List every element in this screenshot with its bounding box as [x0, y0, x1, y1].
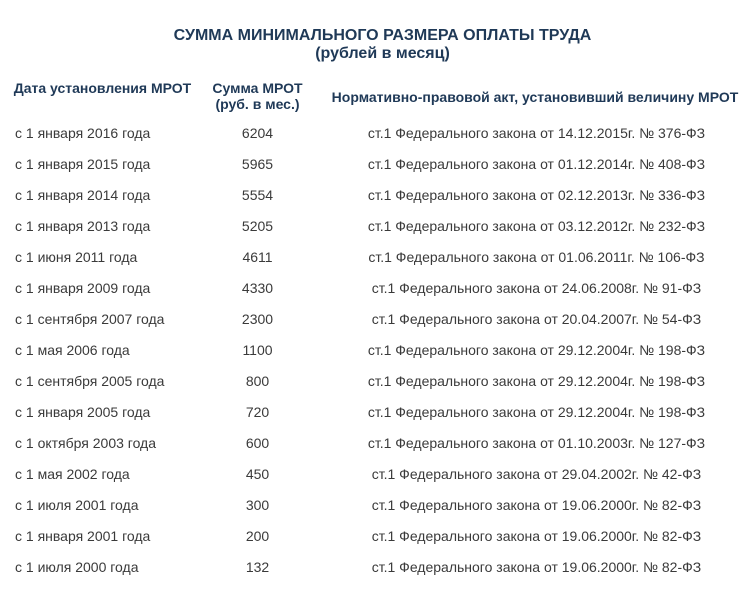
cell-date: с 1 января 2013 года — [15, 218, 151, 234]
table-body — [0, 118, 755, 583]
cell-act: ст.1 Федерального закона от 29.04.2002г. № 42-ФЗ — [371, 466, 702, 482]
cell-act: ст.1 Федерального закона от 01.10.2003г. № 127-ФЗ — [367, 435, 706, 451]
cell-date: с 1 января 2014 года — [15, 187, 151, 203]
cell-act: ст.1 Федерального закона от 20.04.2007г. № 54-ФЗ — [371, 311, 702, 327]
cell-act: ст.1 Федерального закона от 03.12.2012г. № 232-ФЗ — [367, 218, 706, 234]
cell-act: ст.1 Федерального закона от 02.12.2013г. № 336-ФЗ — [367, 187, 706, 203]
header-act: Нормативно-правовой акт, установивший величину МРОТ — [331, 89, 739, 105]
cell-act: ст.1 Федерального закона от 19.06.2000г. № 82-ФЗ — [371, 559, 702, 575]
cell-date: с 1 января 2005 года — [15, 404, 151, 420]
cell-sum: 4330 — [241, 280, 274, 296]
cell-act: ст.1 Федерального закона от 14.12.2015г. № 376-ФЗ — [367, 125, 706, 141]
cell-date: с 1 мая 2006 года — [15, 342, 130, 358]
cell-sum: 5205 — [241, 218, 274, 234]
cell-sum: 1100 — [242, 342, 273, 358]
cell-sum: 4611 — [242, 249, 273, 265]
cell-sum: 600 — [245, 435, 270, 451]
table-row — [0, 118, 755, 149]
cell-act: ст.1 Федерального закона от 29.12.2004г. № 198-ФЗ — [367, 373, 706, 389]
table-row — [0, 552, 755, 583]
cell-sum: 800 — [245, 373, 270, 389]
table-row — [0, 180, 755, 211]
table-row — [0, 149, 755, 180]
header-date: Дата установления МРОТ — [13, 80, 192, 96]
table-row — [0, 459, 755, 490]
cell-date: с 1 июня 2011 года — [15, 249, 138, 265]
cell-act: ст.1 Федерального закона от 01.06.2011г. № 106-ФЗ — [368, 249, 705, 265]
cell-act: ст.1 Федерального закона от 29.12.2004г. № 198-ФЗ — [367, 342, 706, 358]
cell-date: с 1 сентября 2005 года — [15, 373, 165, 389]
table-row — [0, 242, 755, 273]
cell-date: с 1 января 2015 года — [15, 156, 151, 172]
table-row — [0, 273, 755, 304]
cell-act: ст.1 Федерального закона от 29.12.2004г. № 198-ФЗ — [367, 404, 706, 420]
cell-sum: 720 — [245, 404, 270, 420]
cell-date: с 1 июля 2000 года — [15, 559, 139, 575]
cell-date: с 1 января 2009 года — [15, 280, 151, 296]
cell-sum: 6204 — [241, 125, 274, 141]
cell-sum: 200 — [245, 528, 270, 544]
cell-sum: 5554 — [241, 187, 274, 203]
cell-act: ст.1 Федерального закона от 01.12.2014г. № 408-ФЗ — [367, 156, 706, 172]
cell-act: ст.1 Федерального закона от 24.06.2008г. № 91-ФЗ — [371, 280, 702, 296]
cell-date: с 1 июля 2001 года — [15, 497, 139, 513]
table-row — [0, 304, 755, 335]
page-title: СУММА МИНИМАЛЬНОГО РАЗМЕРА ОПЛАТЫ ТРУДА — [173, 27, 592, 44]
cell-date: с 1 января 2016 года — [15, 125, 151, 141]
cell-sum: 300 — [245, 497, 270, 513]
table-row — [0, 366, 755, 397]
table-row — [0, 211, 755, 242]
cell-date: с 1 сентября 2007 года — [15, 311, 165, 327]
table-row — [0, 397, 755, 428]
cell-date: с 1 января 2001 года — [15, 528, 151, 544]
cell-act: ст.1 Федерального закона от 19.06.2000г. № 82-ФЗ — [371, 497, 702, 513]
header-sum: Сумма МРОТ (руб. в мес.) — [212, 80, 303, 112]
cell-date: с 1 мая 2002 года — [15, 466, 130, 482]
cell-sum: 450 — [245, 466, 270, 482]
table-row — [0, 490, 755, 521]
cell-sum: 5965 — [241, 156, 274, 172]
table-row — [0, 521, 755, 552]
cell-act: ст.1 Федерального закона от 19.06.2000г. № 82-ФЗ — [371, 528, 702, 544]
page-subtitle: (рублей в месяц) — [315, 45, 450, 62]
table-row — [0, 335, 755, 366]
cell-sum: 132 — [245, 559, 270, 575]
cell-sum: 2300 — [241, 311, 274, 327]
table-row — [0, 428, 755, 459]
cell-date: с 1 октября 2003 года — [15, 435, 157, 451]
